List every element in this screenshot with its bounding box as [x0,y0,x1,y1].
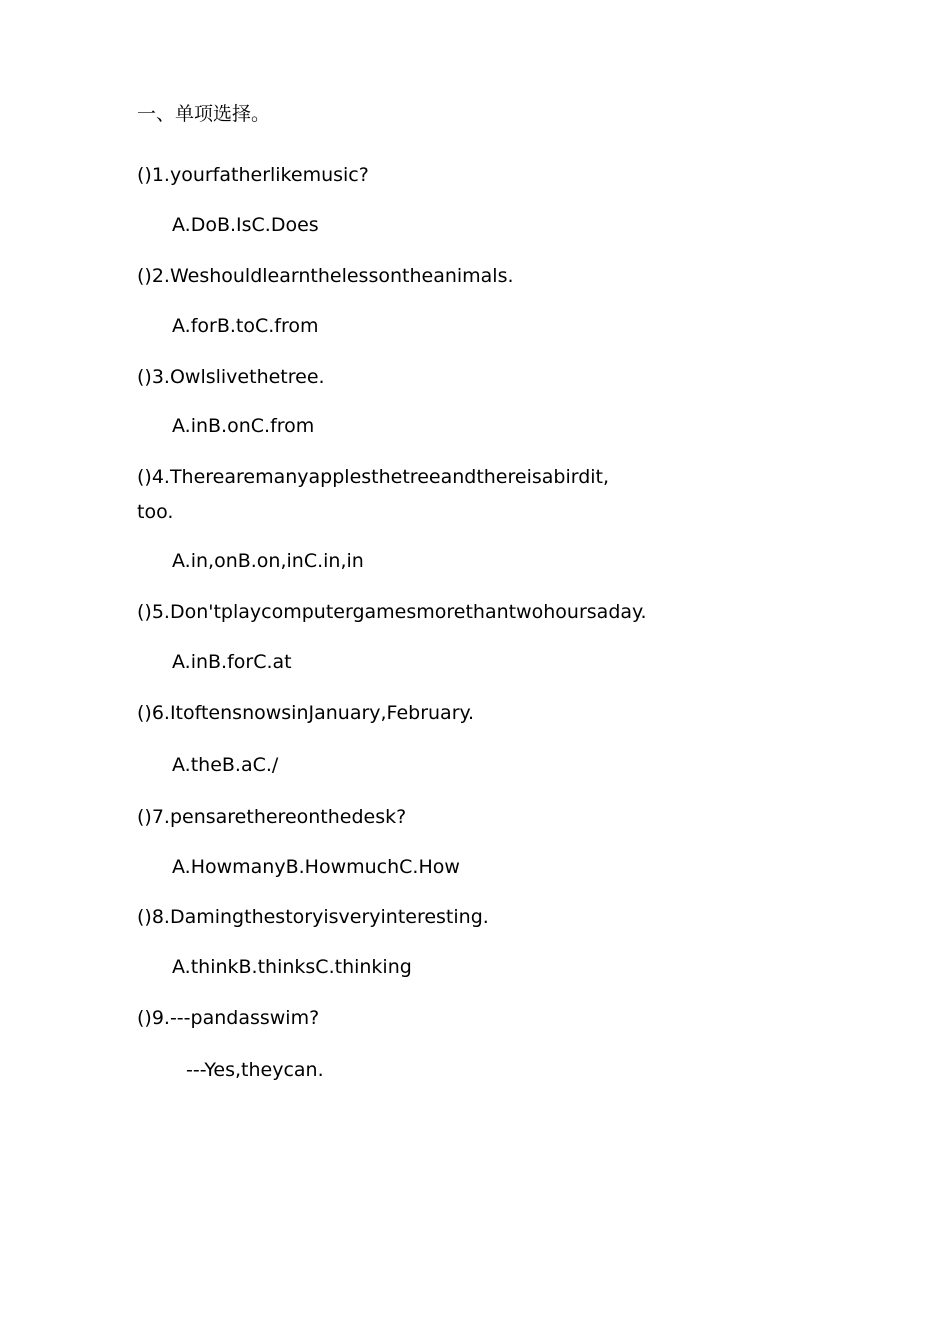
question-1-options: A.DoB.IsC.Does [172,214,319,236]
question-9-answer: ---Yes,theycan. [186,1059,324,1081]
question-9-stem: ()9.---pandasswim? [137,1007,320,1029]
question-6-options: A.theB.aC./ [172,754,279,776]
question-4-options: A.in,onB.on,inC.in,in [172,550,364,572]
question-8-stem: ()8.Damingthestoryisveryinteresting. [137,906,489,928]
question-3-options: A.inB.onC.from [172,415,315,437]
question-2-stem: ()2.Weshouldlearnthelessontheanimals. [137,265,514,287]
question-2-options: A.forB.toC.from [172,315,319,337]
section-title: 一、单项选择。 [137,103,271,125]
question-3-stem: ()3.Owlslivethetree. [137,366,325,388]
question-7-options: A.HowmanyB.HowmuchC.How [172,856,460,878]
question-7-stem: ()7.pensarethereonthedesk? [137,806,407,828]
question-4-stem: ()4.Therearemanyapplesthetreeandthereisabirdit, [137,466,610,488]
question-1-stem: ()1.yourfatherlikemusic? [137,164,369,186]
question-5-options: A.inB.forC.at [172,651,292,673]
question-6-stem: ()6.ItoftensnowsinJanuary,February. [137,702,475,724]
question-5-stem: ()5.Don'tplaycomputergamesmorethantwohoursaday. [137,601,647,623]
question-8-options: A.thinkB.thinksC.thinking [172,956,412,978]
question-4-stem-continued: too. [137,501,174,523]
